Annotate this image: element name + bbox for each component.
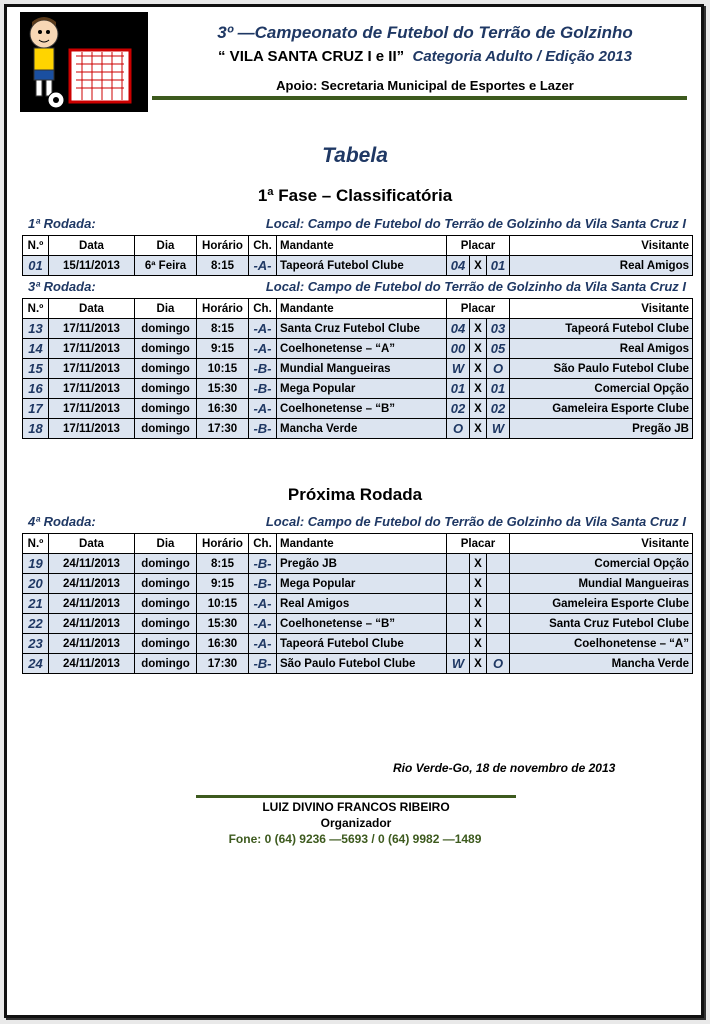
col-visitante: Visitante [510,299,693,319]
table-heading: Tabela [322,144,388,167]
home-score: 02 [447,399,470,419]
table-row [23,419,693,439]
match-date: 17/11/2013 [49,419,135,439]
match-date: 17/11/2013 [49,339,135,359]
score-separator: X [470,256,487,276]
table-row [23,574,693,594]
match-number: 24 [23,654,49,674]
table-row [23,339,693,359]
subtitle-venue: “ VILA SANTA CRUZ I e II” [218,48,405,65]
match-day: domingo [135,339,197,359]
away-team: Real Amigos [510,339,693,359]
home-score [447,574,470,594]
score-separator: X [470,554,487,574]
match-group: -B- [249,419,277,439]
home-score: 00 [447,339,470,359]
phase-heading: 1ª Fase – Classificatória [257,186,453,205]
match-group: -B- [249,379,277,399]
table-row [23,319,693,339]
signature-line [196,795,516,798]
match-number: 15 [23,359,49,379]
home-team: Mancha Verde [277,419,447,439]
match-date: 17/11/2013 [49,399,135,419]
col-data: Data [49,299,135,319]
score-separator: X [470,379,487,399]
match-group: -A- [249,256,277,276]
match-day: domingo [135,419,197,439]
away-score: O [487,654,510,674]
match-group: -A- [249,339,277,359]
home-score: O [447,419,470,439]
match-day: domingo [135,379,197,399]
col-placar: Placar [447,299,510,319]
match-time: 8:15 [197,554,249,574]
away-score: 01 [487,256,510,276]
col-visitante: Visitante [510,534,693,554]
away-team: Comercial Opção [510,379,693,399]
organizer-name: LUIZ DIVINO FRANCOS RIBEIRO [262,800,450,814]
away-score [487,554,510,574]
match-number: 17 [23,399,49,419]
home-team: Coelhonetense – “A” [277,339,447,359]
round-label: 4ª Rodada: [28,514,96,529]
next-round-heading: Próxima Rodada [287,485,423,504]
col-data: Data [49,534,135,554]
organizer-role: Organizador [320,816,392,830]
round-label: 1ª Rodada: [28,216,96,231]
away-team: São Paulo Futebol Clube [510,359,693,379]
match-date: 17/11/2013 [49,359,135,379]
table-row [23,359,693,379]
col-horario: Horário [197,299,249,319]
header-divider [152,96,687,100]
match-time: 16:30 [197,634,249,654]
table-row [23,654,693,674]
col-dia: Dia [135,236,197,256]
match-number: 21 [23,594,49,614]
match-day: domingo [135,554,197,574]
away-team: Santa Cruz Futebol Clube [510,614,693,634]
col-placar: Placar [447,534,510,554]
table-row [23,634,693,654]
match-group: -A- [249,614,277,634]
round-4-table [22,533,693,674]
score-separator: X [470,359,487,379]
home-team: Real Amigos [277,594,447,614]
match-day: domingo [135,634,197,654]
match-number: 19 [23,554,49,574]
subtitle-category: Categoria Adulto / Edição 2013 [412,48,632,65]
document-date: Rio Verde-Go, 18 de novembro de 2013 [393,761,616,775]
home-score: 04 [447,319,470,339]
home-team: Mega Popular [277,379,447,399]
away-team: Mancha Verde [510,654,693,674]
col-dia: Dia [135,534,197,554]
match-day: domingo [135,574,197,594]
home-team: Pregão JB [277,554,447,574]
match-number: 16 [23,379,49,399]
score-separator: X [470,614,487,634]
away-team: Gameleira Esporte Clube [510,399,693,419]
match-number: 14 [23,339,49,359]
away-team: Real Amigos [510,256,693,276]
away-score [487,574,510,594]
home-team: Tapeorá Futebol Clube [277,256,447,276]
match-group: -A- [249,399,277,419]
soccer-kid-mascot-icon [20,12,148,112]
away-team: Mundial Mangueiras [510,574,693,594]
match-number: 13 [23,319,49,339]
match-number: 18 [23,419,49,439]
match-group: -B- [249,359,277,379]
soccer-goal-icon [70,50,130,102]
col-mandante: Mandante [277,534,447,554]
col-ch: Ch. [249,534,277,554]
away-score [487,594,510,614]
home-team: Mega Popular [277,574,447,594]
match-time: 15:30 [197,379,249,399]
match-group: -B- [249,654,277,674]
match-day: domingo [135,594,197,614]
round-1-table [22,235,693,276]
match-time: 10:15 [197,359,249,379]
score-separator: X [470,634,487,654]
away-team: Coelhonetense – “A” [510,634,693,654]
col-visitante: Visitante [510,236,693,256]
match-date: 24/11/2013 [49,654,135,674]
championship-subtitle [160,48,690,65]
away-team: Pregão JB [510,419,693,439]
match-time: 15:30 [197,614,249,634]
match-time: 9:15 [197,574,249,594]
col-data: Data [49,236,135,256]
match-time: 10:15 [197,594,249,614]
home-team: Mundial Mangueiras [277,359,447,379]
col-num: N.º [23,534,49,554]
match-date: 24/11/2013 [49,574,135,594]
match-day: domingo [135,399,197,419]
away-score [487,614,510,634]
match-day: domingo [135,614,197,634]
match-group: -A- [249,634,277,654]
match-time: 16:30 [197,399,249,419]
match-day: domingo [135,319,197,339]
match-date: 24/11/2013 [49,614,135,634]
match-group: -A- [249,319,277,339]
col-horario: Horário [197,534,249,554]
home-score: W [447,654,470,674]
match-number: 22 [23,614,49,634]
col-placar: Placar [447,236,510,256]
table-header-row [23,236,693,256]
away-team: Gameleira Esporte Clube [510,594,693,614]
away-score: 01 [487,379,510,399]
match-date: 17/11/2013 [49,319,135,339]
col-horario: Horário [197,236,249,256]
home-score [447,634,470,654]
match-day: domingo [135,359,197,379]
home-score [447,614,470,634]
away-score: O [487,359,510,379]
table-row [23,614,693,634]
home-score [447,594,470,614]
home-team: Tapeorá Futebol Clube [277,634,447,654]
support-line: Apoio: Secretaria Municipal de Esportes e Lazer [276,78,574,93]
col-ch: Ch. [249,299,277,319]
score-separator: X [470,654,487,674]
score-separator: X [470,419,487,439]
away-team: Comercial Opção [510,554,693,574]
home-score: 04 [447,256,470,276]
home-score [447,554,470,574]
col-dia: Dia [135,299,197,319]
table-header-row [23,299,693,319]
match-date: 15/11/2013 [49,256,135,276]
away-score [487,634,510,654]
match-date: 24/11/2013 [49,554,135,574]
match-day: 6ª Feira [135,256,197,276]
match-number: 23 [23,634,49,654]
away-score: W [487,419,510,439]
match-time: 8:15 [197,256,249,276]
col-mandante: Mandante [277,299,447,319]
score-separator: X [470,399,487,419]
col-mandante: Mandante [277,236,447,256]
match-number: 20 [23,574,49,594]
match-number: 01 [23,256,49,276]
match-group: -B- [249,554,277,574]
col-num: N.º [23,299,49,319]
home-team: Coelhonetense – “B” [277,614,447,634]
championship-title: 3º —Campeonato de Futebol do Terrão de Golzinho [217,23,633,42]
match-time: 8:15 [197,319,249,339]
match-group: -B- [249,574,277,594]
away-team: Tapeorá Futebol Clube [510,319,693,339]
match-date: 17/11/2013 [49,379,135,399]
away-score: 02 [487,399,510,419]
round-location: Local: Campo de Futebol do Terrão de Golzinho da Vila Santa Cruz I [265,216,686,231]
match-date: 24/11/2013 [49,594,135,614]
score-separator: X [470,319,487,339]
score-separator: X [470,339,487,359]
match-group: -A- [249,594,277,614]
table-row [23,256,693,276]
round-location: Local: Campo de Futebol do Terrão de Golzinho da Vila Santa Cruz I [265,514,686,529]
match-date: 24/11/2013 [49,634,135,654]
table-row [23,399,693,419]
home-score: W [447,359,470,379]
round-label: 3ª Rodada: [28,279,96,294]
home-score: 01 [447,379,470,399]
match-time: 9:15 [197,339,249,359]
table-header-row [23,534,693,554]
away-score: 05 [487,339,510,359]
round-location: Local: Campo de Futebol do Terrão de Golzinho da Vila Santa Cruz I [265,279,686,294]
col-num: N.º [23,236,49,256]
match-time: 17:30 [197,419,249,439]
match-day: domingo [135,654,197,674]
match-time: 17:30 [197,654,249,674]
col-ch: Ch. [249,236,277,256]
table-row [23,379,693,399]
score-separator: X [470,574,487,594]
home-team: Santa Cruz Futebol Clube [277,319,447,339]
home-team: São Paulo Futebol Clube [277,654,447,674]
away-score: 03 [487,319,510,339]
home-team: Coelhonetense – “B” [277,399,447,419]
round-3-table [22,298,693,439]
table-row [23,554,693,574]
organizer-phone: Fone: 0 (64) 9236 —5693 / 0 (64) 9982 —1489 [228,832,482,846]
table-row [23,594,693,614]
score-separator: X [470,594,487,614]
